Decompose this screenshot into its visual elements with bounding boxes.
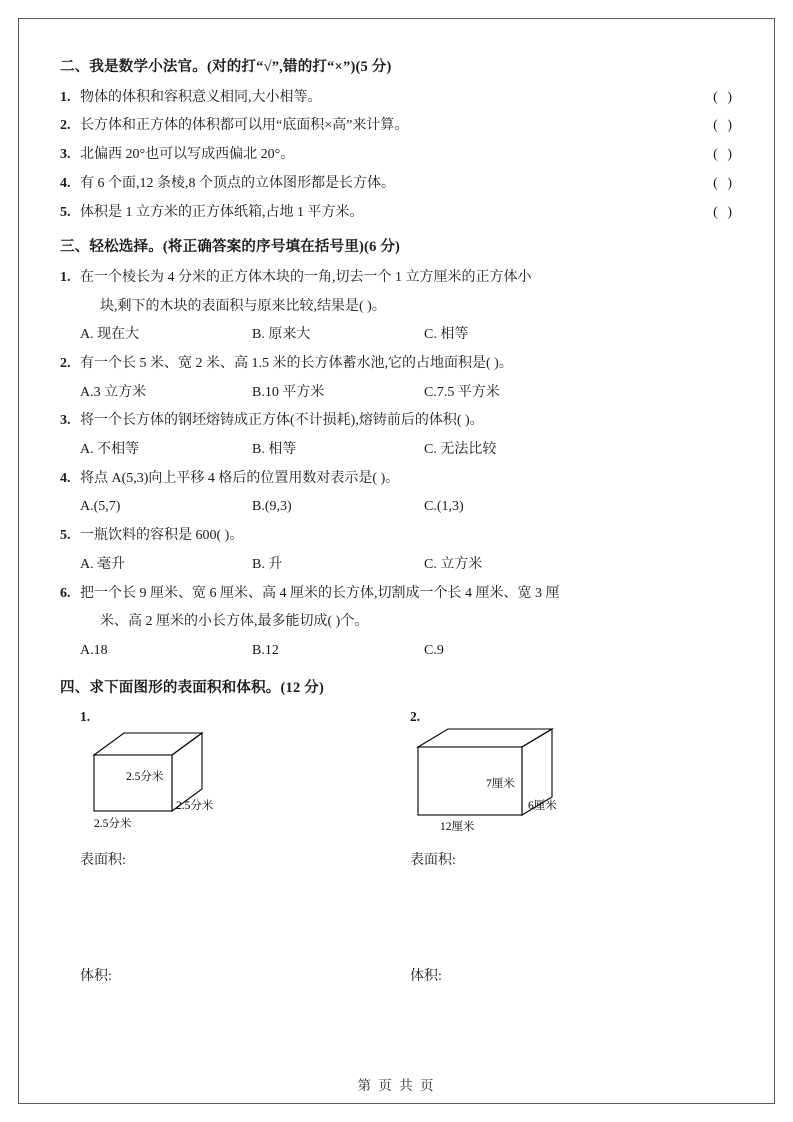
option-a[interactable]: A.3 立方米 [80,384,147,400]
question-number: 2. [60,118,71,134]
question-text: 北偏西 20°也可以写成西偏北 20°。 [80,147,295,163]
option-b[interactable]: B. 原来大 [252,327,311,343]
question-number: 2. [60,356,71,371]
option-c[interactable]: C. 无法比较 [424,442,497,458]
option-group [60,640,735,662]
option-b[interactable]: B.10 平方米 [252,384,325,400]
option-c[interactable]: C. 立方米 [424,556,483,572]
question-number: 1. [60,89,71,105]
question-text-cont[interactable] [60,611,735,633]
option-b[interactable]: B. 相等 [252,442,297,458]
question-text: 长方体和正方体的体积都可以用“底面积×高”来计算。 [80,118,409,134]
question-item[interactable] [60,468,735,490]
option-group [60,496,735,518]
figure-2-number: 2. [410,709,421,725]
question-text: 体积是 1 立方米的正方体纸箱,占地 1 平方米。 [80,204,364,220]
figure-1-depth-label: 2.5分米 [176,800,214,813]
question-text: 把一个长 9 厘米、宽 6 厘米、高 4 厘米的长方体,切割成一个长 4 厘米、宽 3 厘 [80,585,560,601]
cube-diagram-1 [80,725,310,835]
option-b[interactable]: B. 升 [252,556,283,572]
option-c[interactable]: C. 相等 [424,327,469,343]
figure-2-height-label: 7厘米 [486,778,515,791]
question-text: 一瓶饮料的容积是 600( )。 [80,528,244,544]
question-number: 4. [60,470,71,486]
question-item [60,267,735,289]
figure-area [60,709,735,985]
question-text: 有一个长 5 米、宽 2 米、高 1.5 米的长方体蓄水池,它的占地面积是( )。 [80,356,513,371]
question-text-line2: 块,剩下的木块的表面积与原来比较,结果是( )。 [100,298,386,314]
figure-1-number: 1. [80,709,91,725]
page-footer: 第 页 共 页 [357,1078,436,1093]
section-3-heading: 三、轻松选择。(将正确答案的序号填在括号里)(6 分) [60,239,401,256]
figure-1-side-label: 2.5分米 [126,771,164,784]
page-content [60,55,735,985]
section-4-heading: 四、求下面图形的表面积和体积。(12 分) [60,679,324,696]
question-text: 物体的体积和容积意义相同,大小相等。 [80,89,322,105]
option-group [60,554,735,576]
question-item[interactable] [60,410,735,432]
question-item [60,87,735,109]
section-2-heading: 二、我是数学小法官。(对的打“√”,错的打“×”)(5 分) [60,59,392,75]
figure-1-volume-label[interactable]: 体积: [80,969,112,985]
question-text: 将一个长方体的钢坯熔铸成正方体(不计损耗),熔铸前后的体积( )。 [80,413,484,429]
figure-1-width-label: 2.5分米 [94,818,132,831]
question-text-line2: 米、高 2 厘米的小长方体,最多能切成( )个。 [100,614,369,630]
question-number: 1. [60,269,71,285]
question-item[interactable] [60,353,735,375]
question-number: 5. [60,204,71,220]
answer-parenthesis[interactable]: ( ) [713,175,735,191]
figure-2-depth-label: 6厘米 [528,800,557,813]
option-b[interactable]: B.12 [252,642,279,658]
answer-parenthesis[interactable]: ( ) [713,118,735,134]
question-text: 在一个棱长为 4 分米的正方体木块的一角,切去一个 1 立方厘米的正方体小 [80,269,532,285]
question-number: 3. [60,413,71,429]
figure-2-width-label: 12厘米 [440,821,475,834]
answer-parenthesis[interactable]: ( ) [713,89,735,105]
question-item [60,202,735,224]
figure-1-surface-label[interactable]: 表面积: [80,853,126,869]
question-text-cont[interactable] [60,296,735,318]
figure-2-volume-label[interactable]: 体积: [410,969,442,985]
cuboid-diagram-2 [410,725,640,835]
figure-1 [80,709,380,985]
question-item[interactable] [60,525,735,547]
question-number: 5. [60,528,71,544]
answer-parenthesis[interactable]: ( ) [713,147,735,163]
section-multiple-choice [60,237,735,661]
option-a[interactable]: A. 不相等 [80,442,140,458]
option-a[interactable]: A.18 [80,642,108,658]
section-figures [60,678,735,985]
question-number: 3. [60,147,71,163]
question-item [60,115,735,137]
question-item [60,583,735,605]
question-text: 有 6 个面,12 条棱,8 个顶点的立体图形都是长方体。 [80,175,395,191]
question-number: 4. [60,175,71,191]
option-a[interactable]: A. 现在大 [80,327,140,343]
question-number: 6. [60,585,71,601]
option-a[interactable]: A.(5,7) [80,499,121,515]
answer-parenthesis[interactable]: ( ) [713,204,735,220]
option-c[interactable]: C.7.5 平方米 [424,384,500,400]
option-group [60,439,735,461]
option-c[interactable]: C.(1,3) [424,499,464,515]
option-group [60,382,735,404]
figure-2 [410,709,710,985]
question-text: 将点 A(5,3)向上平移 4 格后的位置用数对表示是( )。 [80,470,400,486]
question-item [60,144,735,166]
figure-2-surface-label[interactable]: 表面积: [410,853,456,869]
option-c[interactable]: C.9 [424,642,444,658]
question-item [60,173,735,195]
section-true-false [60,57,735,223]
option-a[interactable]: A. 毫升 [80,556,126,572]
option-b[interactable]: B.(9,3) [252,499,292,515]
option-group [60,324,735,346]
